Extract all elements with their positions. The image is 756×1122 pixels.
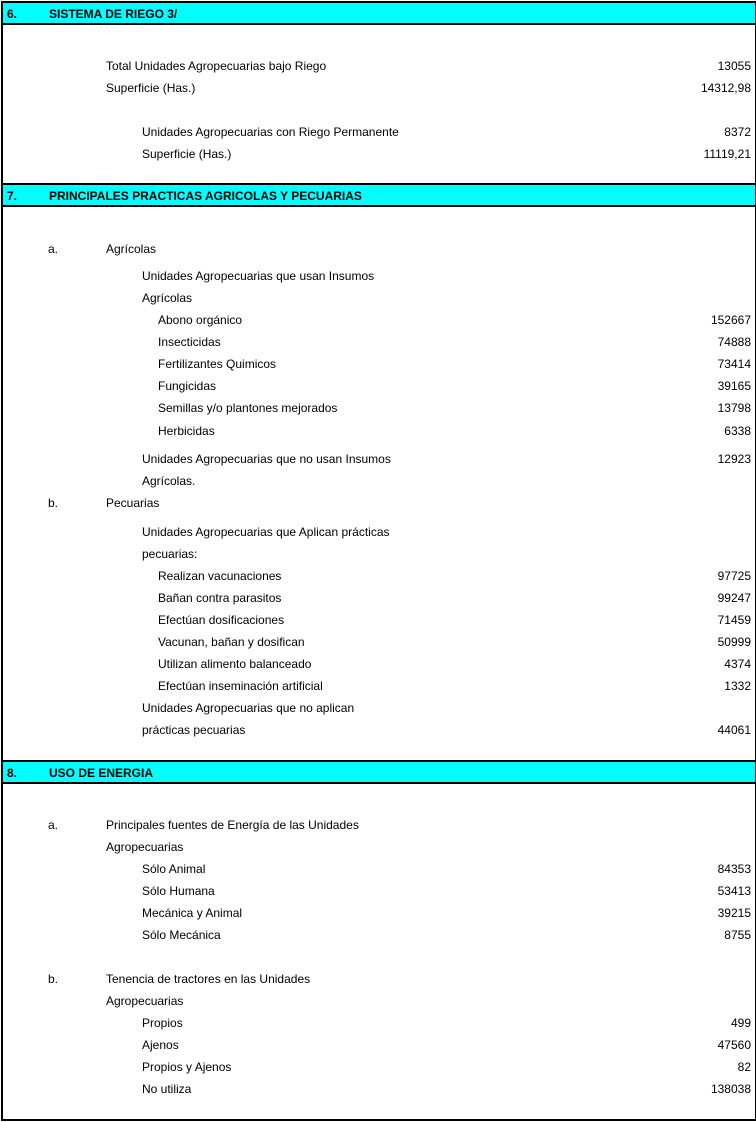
row-label: Fungicidas (158, 379, 217, 393)
row-label: Unidades Agropecuarias que Aplican prácticas (142, 525, 390, 539)
section-header-8 (3, 760, 755, 784)
table-row (3, 566, 755, 588)
row-value: 138038 (710, 1082, 751, 1096)
row-label: Propios y Ajenos (142, 1060, 232, 1074)
row-label: Unidades Agropecuarias que no usan Insumos (142, 452, 391, 466)
table-row (3, 903, 755, 925)
row-value: 1332 (724, 679, 751, 693)
table-row (3, 720, 755, 742)
table-row (3, 266, 755, 288)
row-label: Insecticidas (158, 335, 221, 349)
table-row (3, 859, 755, 881)
row-label: Vacunan, bañan y dosifican (158, 635, 305, 649)
section-number: 6. (7, 7, 18, 21)
row-label: Superficie (Has.) (142, 147, 232, 161)
row-label: Bañan contra parasitos (158, 591, 282, 605)
table-row (3, 654, 755, 676)
row-label: Propios (142, 1016, 183, 1030)
table-row (3, 881, 755, 903)
table-row (3, 588, 755, 610)
subsection-letter: a. (48, 818, 59, 832)
row-value: 13055 (717, 59, 751, 73)
table-row (3, 610, 755, 632)
subsection-title-cont: Agropecuarias (106, 994, 184, 1008)
row-label: Sólo Animal (142, 862, 206, 876)
section-title: SISTEMA DE RIEGO 3/ (49, 7, 178, 21)
row-value: 53413 (717, 884, 751, 898)
row-value: 99247 (717, 591, 751, 605)
table-row (3, 632, 755, 654)
row-label: Efectúan inseminación artificial (158, 679, 323, 693)
section-title: PRINCIPALES PRACTICAS AGRICOLAS Y PECUARIAS (49, 189, 362, 203)
subsection-heading (3, 815, 755, 837)
row-value: 74888 (717, 335, 751, 349)
row-value: 12923 (717, 452, 751, 466)
table-row (3, 310, 755, 332)
row-value: 71459 (717, 613, 751, 627)
row-value: 84353 (717, 862, 751, 876)
table-row (3, 925, 755, 947)
row-value: 50999 (717, 635, 751, 649)
table-row (3, 144, 755, 166)
subsection-title: Principales fuentes de Energía de las Unidades (106, 818, 359, 832)
row-label: prácticas pecuarias (142, 723, 246, 737)
row-label: Total Unidades Agropecuarias bajo Riego (106, 59, 327, 73)
table-row (3, 398, 755, 420)
row-value: 152667 (710, 313, 751, 327)
row-label: No utiliza (142, 1082, 192, 1096)
row-value: 82 (737, 1060, 751, 1074)
table-row (3, 332, 755, 354)
row-label: Realizan vacunaciones (158, 569, 282, 583)
subsection-heading-cont (3, 991, 755, 1013)
table-row (3, 449, 755, 471)
row-label: Utilizan alimento balanceado (158, 657, 312, 671)
table-row (3, 122, 755, 144)
table-row (3, 1057, 755, 1079)
subsection-letter: a. (48, 242, 59, 256)
subsection-heading (3, 239, 755, 261)
table-row (3, 56, 755, 78)
table-row (3, 1079, 755, 1101)
table-row (3, 288, 755, 310)
table-row (3, 1013, 755, 1035)
table-row (3, 544, 755, 566)
row-label: Herbicidas (158, 424, 215, 438)
row-label: Unidades Agropecuarias que no aplican (142, 701, 355, 715)
subsection-heading-cont (3, 837, 755, 859)
row-label: Superficie (Has.) (106, 81, 196, 95)
row-label: Agrícolas. (142, 474, 196, 488)
section-number: 7. (7, 189, 18, 203)
row-label: Efectúan dosificaciones (158, 613, 285, 627)
subsection-heading (3, 969, 755, 991)
subsection-letter: b. (48, 972, 59, 986)
table-row (3, 354, 755, 376)
row-value: 6338 (724, 424, 751, 438)
row-label: Sólo Humana (142, 884, 215, 898)
subsection-title: Agrícolas (106, 242, 157, 256)
row-label: Sólo Mecánica (142, 928, 221, 942)
subsection-title: Pecuarias (106, 496, 160, 510)
row-value: 39215 (717, 906, 751, 920)
subsection-title-cont: Agropecuarias (106, 840, 184, 854)
table-row (3, 421, 755, 443)
row-value: 44061 (717, 723, 751, 737)
table-row (3, 698, 755, 720)
section-title: USO DE ENERGIA (49, 766, 154, 780)
subsection-letter: b. (48, 496, 59, 510)
row-value: 4374 (724, 657, 751, 671)
row-value: 11119,21 (703, 147, 751, 161)
row-value: 8372 (724, 125, 751, 139)
subsection-heading (3, 493, 755, 515)
section-header-7 (3, 183, 755, 207)
row-label: Unidades Agropecuarias que usan Insumos (142, 269, 375, 283)
row-value: 47560 (717, 1038, 751, 1052)
row-value: 14312,98 (700, 81, 751, 95)
row-value: 8755 (724, 928, 751, 942)
table-row (3, 471, 755, 493)
table-row (3, 1035, 755, 1057)
table-row (3, 676, 755, 698)
subsection-title: Tenencia de tractores en las Unidades (106, 972, 311, 986)
row-label: Semillas y/o plantones mejorados (158, 401, 338, 415)
row-label: Abono orgánico (158, 313, 243, 327)
row-label: pecuarias: (142, 547, 198, 561)
row-label: Unidades Agropecuarias con Riego Permanente (142, 125, 399, 139)
section-number: 8. (7, 766, 18, 780)
row-label: Fertilizantes Quimicos (158, 357, 277, 371)
row-value: 73414 (717, 357, 751, 371)
row-value: 97725 (717, 569, 751, 583)
table-row (3, 376, 755, 398)
row-label: Ajenos (142, 1038, 179, 1052)
report-sheet (1, 1, 756, 1121)
row-value: 39165 (717, 379, 751, 393)
row-value: 499 (730, 1016, 751, 1030)
row-label: Mecánica y Animal (142, 906, 243, 920)
row-label: Agrícolas (142, 291, 193, 305)
table-row (3, 522, 755, 544)
section-header-6 (3, 1, 755, 25)
table-row (3, 78, 755, 100)
row-value: 13798 (717, 401, 751, 415)
